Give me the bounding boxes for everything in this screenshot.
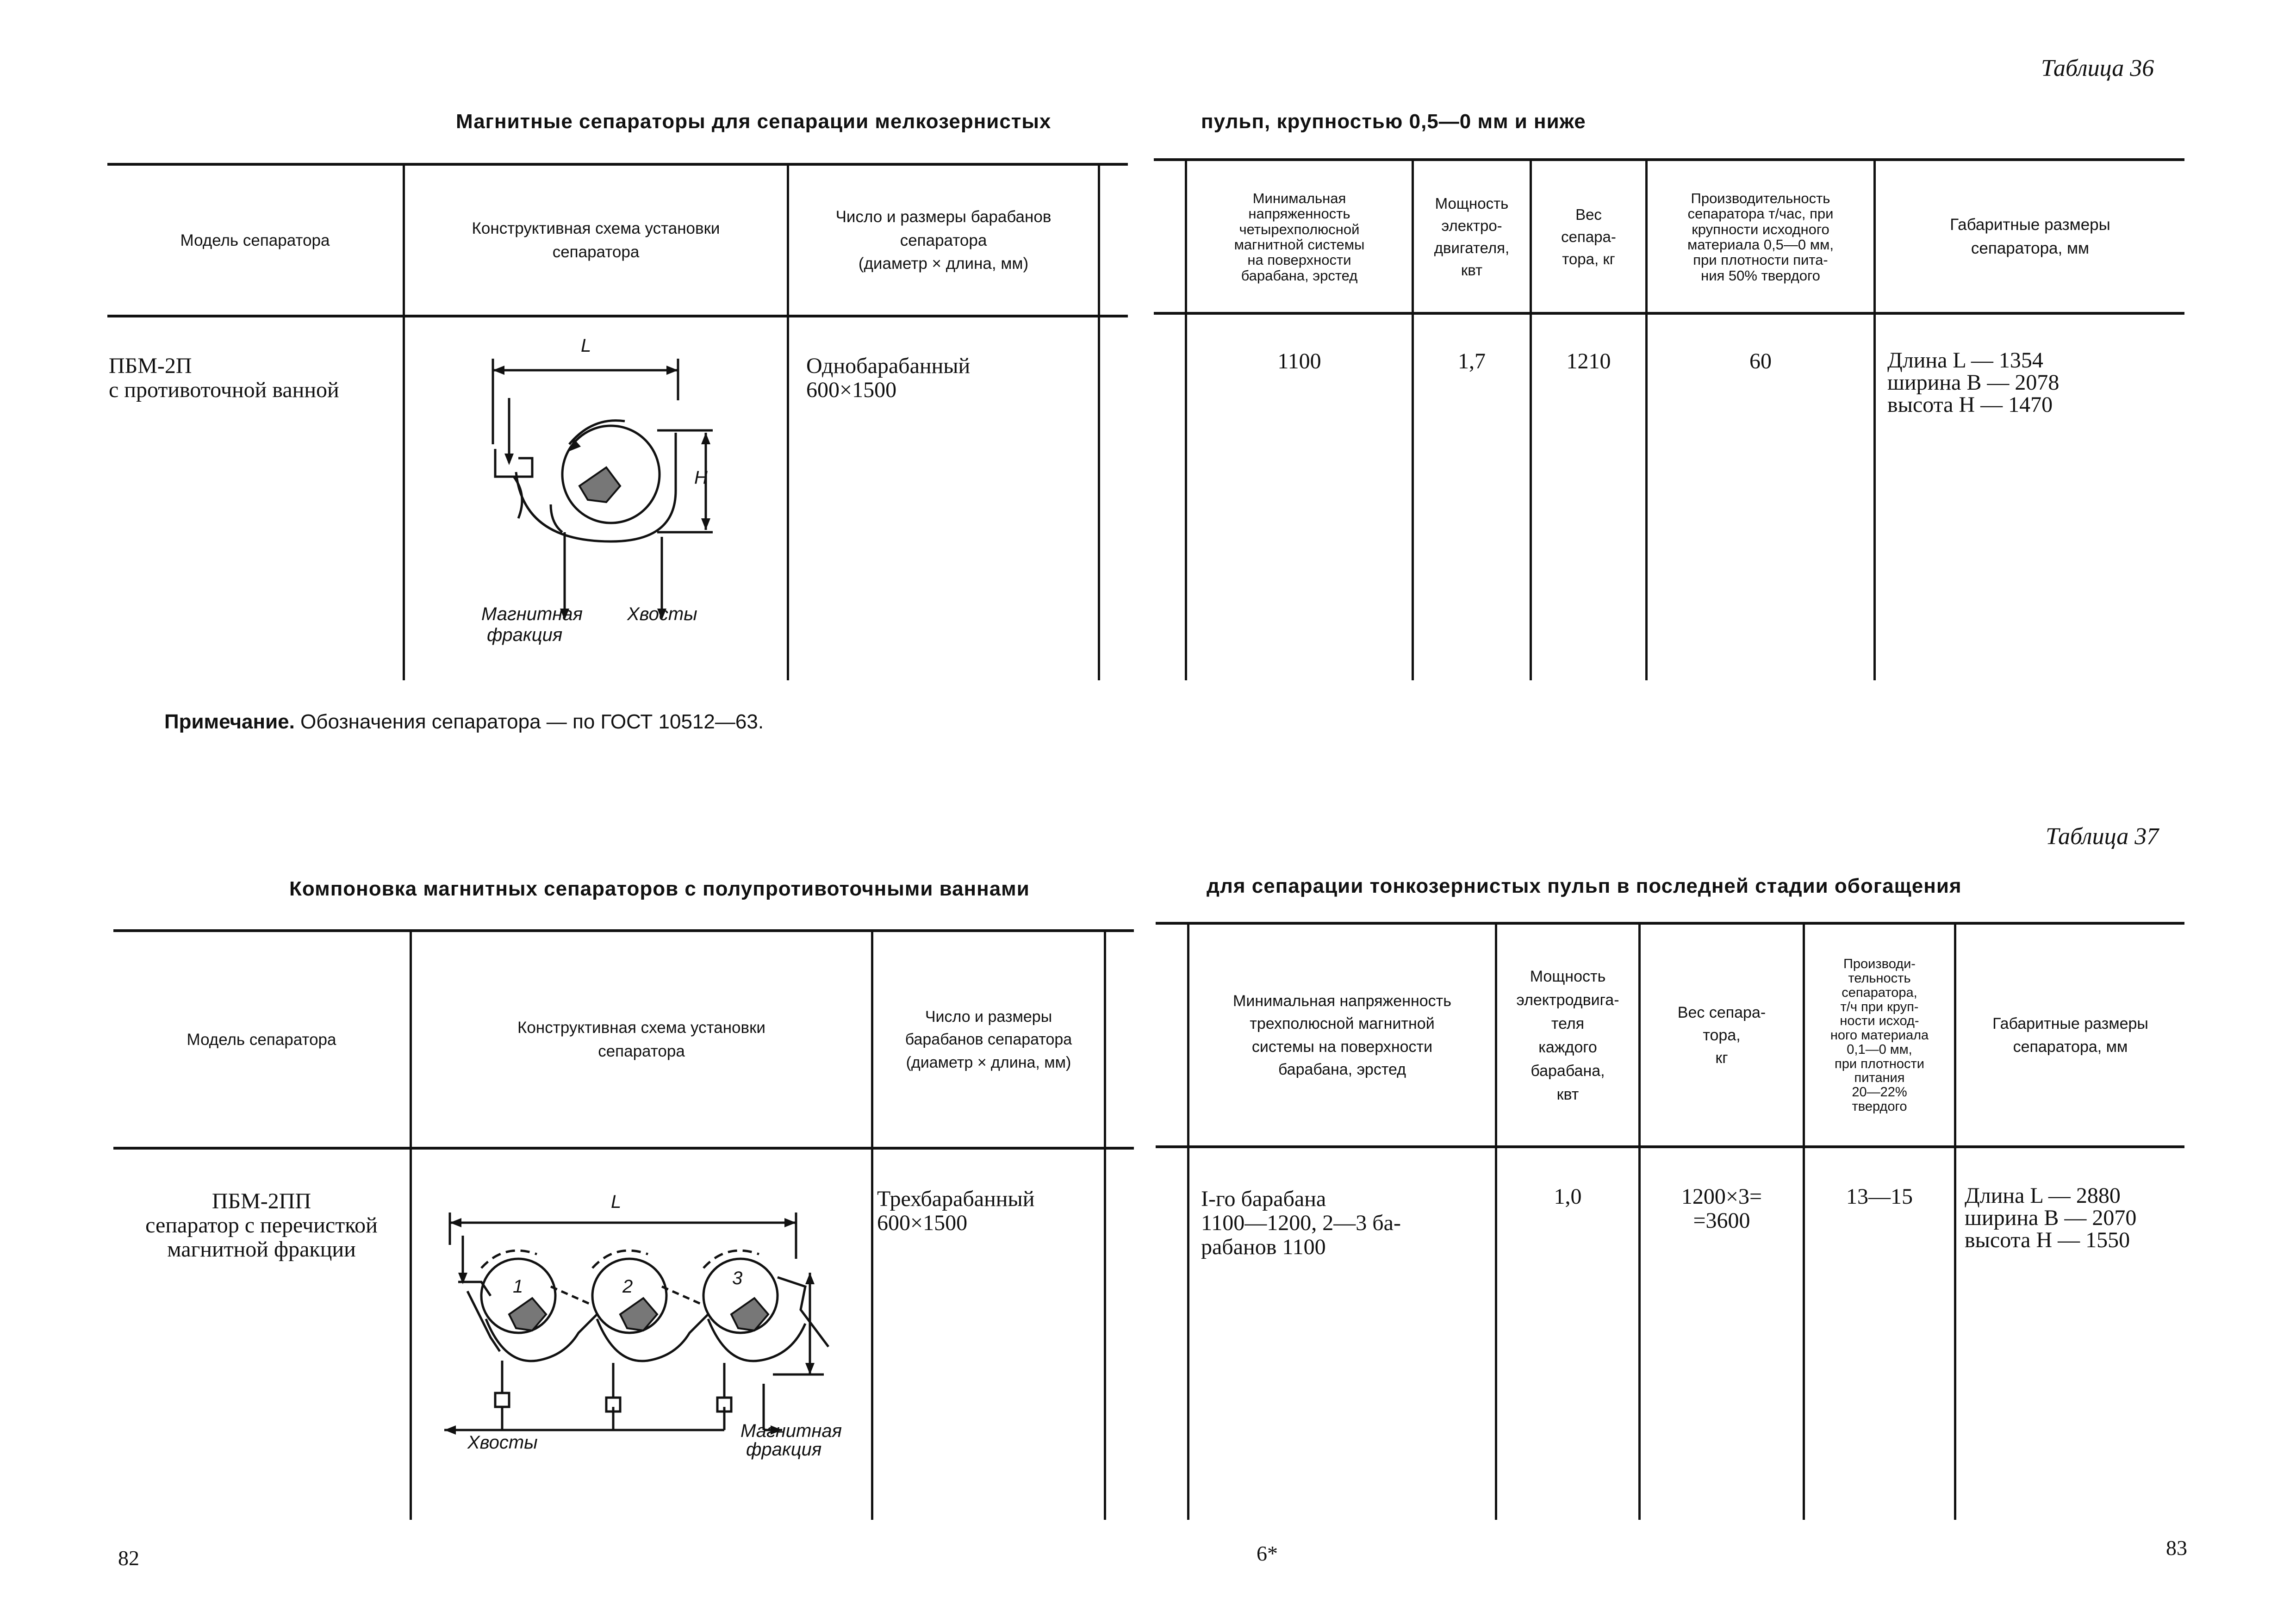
table-36-header-rule-left bbox=[107, 315, 1128, 317]
scheme-36-dim-h: H bbox=[694, 467, 708, 488]
table-36-cell-capacity: 60 bbox=[1749, 349, 1772, 373]
table-37-header-scheme: Конструктивная схема установки сепаратора bbox=[517, 1019, 765, 1060]
table-36-header-capacity: Производительность сепаратора т/час, при крупности исходного материала 0,5—0 мм, при плотности пита- ния 50% твердого bbox=[1687, 190, 1834, 284]
table-36-cell-dims: Длина L — 1354 ширина B — 2078 высота H — 1470 bbox=[1887, 348, 2060, 417]
table-36-header-dims: Габаритные размеры сепаратора, мм bbox=[1950, 216, 2110, 257]
scheme-37-label-magnetic: Магнитная bbox=[740, 1421, 842, 1441]
table-36-header-power: Мощность электро- двигателя, квт bbox=[1434, 195, 1510, 279]
table-37-cell-model: ПБМ-2ПП сепаратор с перечисткой магнитной фракции bbox=[145, 1189, 378, 1262]
table-36-header-rule-right bbox=[1154, 312, 2184, 315]
table-37-cell-weight: 1200×3= =3600 bbox=[1681, 1184, 1762, 1233]
table-36-cell-drums: Однобарабанный 600×1500 bbox=[806, 354, 971, 402]
table-36-header-weight: Вес сепара- тора, кг bbox=[1561, 206, 1616, 267]
table-37-cell-drums: Трехбарабанный 600×1500 bbox=[877, 1187, 1035, 1235]
table-36-header-scheme: Конструктивная схема установки сепаратора bbox=[472, 219, 720, 261]
page-number-center: 6* bbox=[1257, 1542, 1278, 1565]
table-36-col-divider bbox=[1098, 166, 1100, 680]
table-37-header-power: Мощность электродвига- теля каждого барабана, квт bbox=[1516, 967, 1619, 1103]
scheme-37-label-fraction: фракция bbox=[746, 1439, 822, 1460]
table-37-cell-field: I-го барабана 1100—1200, 2—3 ба- рабанов 1100 bbox=[1201, 1187, 1401, 1259]
table-37-title-right: для сепарации тонкозернистых пульп в последней стадии обогащения bbox=[1207, 875, 1962, 897]
table-36-cell-model: ПБМ-2П с противоточной ванной bbox=[109, 354, 339, 402]
scheme-37-dim-l: L bbox=[611, 1192, 622, 1212]
table-37-header-rule-left bbox=[113, 1147, 1134, 1150]
table-36-note bbox=[164, 710, 764, 734]
table-36-title-left: Магнитные сепараторы для сепарации мелкозернистых bbox=[456, 110, 1052, 133]
table-36-title-right: пульп, крупностью 0,5—0 мм и ниже bbox=[1201, 110, 1586, 133]
table-37-title-left: Компоновка магнитных сепараторов с полупротивоточными ваннами bbox=[289, 877, 1030, 900]
table-36-number: Таблица 36 bbox=[2041, 55, 2154, 81]
scheme-36-dim-l: L bbox=[581, 336, 591, 356]
table-36-header-drums: Число и размеры барабанов сепаратора (диаметр × длина, мм) bbox=[835, 207, 1052, 273]
table-37-header-weight: Вес сепара- тора, кг bbox=[1677, 1003, 1766, 1067]
scheme-37-drum-3: 3 bbox=[732, 1268, 743, 1288]
scheme-37-drum-2: 2 bbox=[622, 1276, 633, 1297]
table-36-cell-power: 1,7 bbox=[1458, 349, 1486, 373]
page-number-right: 83 bbox=[2166, 1536, 2187, 1560]
table-37-header-dims: Габаритные размеры сепаратора, мм bbox=[1992, 1015, 2148, 1056]
table-37-col-divider bbox=[1104, 932, 1106, 1520]
scheme-37-drum-1: 1 bbox=[513, 1276, 523, 1297]
table-36-header-model: Модель сепаратора bbox=[180, 231, 330, 249]
table-37-header-capacity: Производи- тельность сепаратора, т/ч при круп- ности исход- ного материала 0,1—0 мм, при плотности питания 20—22% твердого bbox=[1830, 957, 1929, 1114]
table-36-cell-weight: 1210 bbox=[1566, 349, 1611, 373]
table-36-top-rule-left bbox=[107, 163, 1128, 166]
scheme-36-label-tails: Хвосты bbox=[627, 604, 697, 624]
scheme-36-label-magnetic: Магнитная bbox=[481, 604, 583, 624]
table-36-header-field: Минимальная напряженность четырехполюсной магнитной системы на поверхности барабана, эрстед bbox=[1234, 190, 1365, 284]
table-37-header-model: Модель сепаратора bbox=[187, 1030, 336, 1049]
scheme-36-label-fraction: фракция bbox=[487, 625, 563, 645]
table-37-cell-capacity: 13—15 bbox=[1846, 1184, 1913, 1209]
note-text: Обозначения сепаратора — по ГОСТ 10512—63. bbox=[294, 710, 764, 733]
page-number-left: 82 bbox=[118, 1546, 139, 1570]
table-37-top-rule-right bbox=[1156, 922, 2184, 925]
table-37-header-field: Минимальная напряженность трехполюсной магнитной системы на поверхности барабана, эрстед bbox=[1233, 992, 1451, 1078]
table-37-top-rule-left bbox=[113, 929, 1134, 932]
table-37-cell-dims: Длина L — 2880 ширина B — 2070 высота H — 1550 bbox=[1965, 1183, 2137, 1252]
table-37-number: Таблица 37 bbox=[2046, 823, 2159, 850]
note-label: Примечание. bbox=[164, 710, 295, 733]
table-37-header-drums: Число и размеры барабанов сепаратора (диаметр × длина, мм) bbox=[905, 1008, 1072, 1071]
table-36-top-rule-right bbox=[1154, 158, 2184, 161]
scheme-37-label-tails: Хвосты bbox=[467, 1432, 538, 1453]
table-37-cell-power: 1,0 bbox=[1554, 1184, 1582, 1209]
table-36-cell-field: 1100 bbox=[1277, 349, 1321, 373]
table-37-header-rule-right bbox=[1156, 1145, 2184, 1148]
